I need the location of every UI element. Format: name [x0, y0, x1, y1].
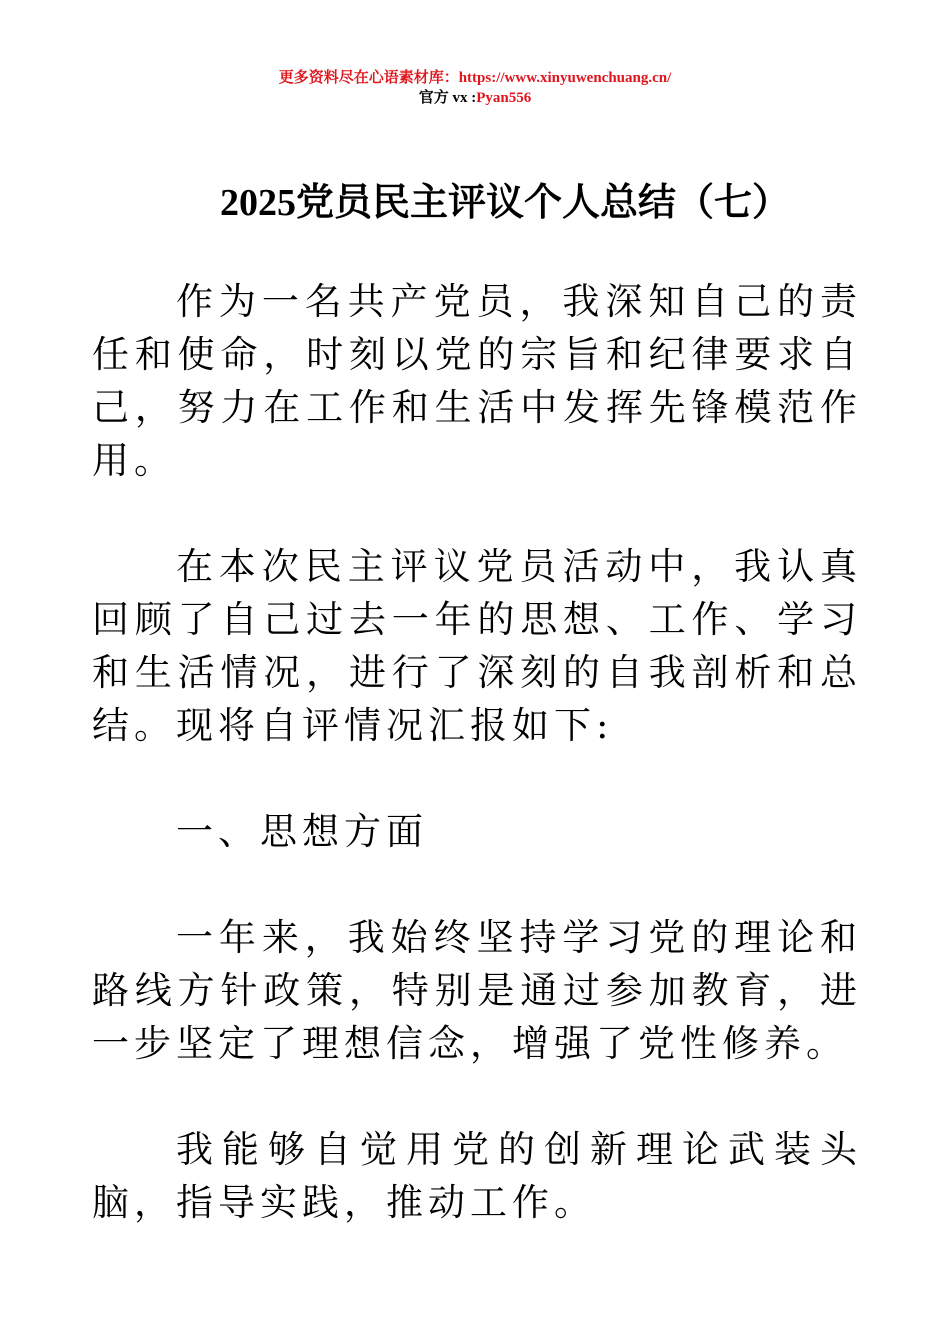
- header-contact-label: 官方 vx :: [418, 90, 477, 106]
- header-promo-text: 更多资料尽在心语素材库：: [278, 70, 459, 86]
- header-contact-line: [0, 88, 950, 108]
- document-title: 2025党员民主评议个人总结（七）: [219, 182, 790, 224]
- paragraph-1: 作为一名共产党员，我深知自己的责任和使命，时刻以党的宗旨和纪律要求自己，努力在工作和生活中发挥先锋模范作用。: [92, 280, 862, 482]
- page-header: [0, 68, 950, 108]
- header-promo-url[interactable]: https://www.xinyuwenchuang.cn/: [458, 70, 672, 86]
- paragraph-spacer: [92, 858, 862, 911]
- paragraph-4: 我能够自觉用党的创新理论武装头脑，指导实践，推动工作。: [92, 1128, 862, 1224]
- document-body: [92, 275, 862, 1229]
- paragraph-2: 在本次民主评议党员活动中，我认真回顾了自己过去一年的思想、工作、学习和生活情况，进行了深刻的自我剖析和总结。现将自评情况汇报如下:: [92, 545, 862, 747]
- header-promo-line: [0, 68, 950, 88]
- header-contact-id: Pyan556: [476, 90, 532, 106]
- paragraph-spacer: [92, 1070, 862, 1123]
- paragraph-spacer: [92, 487, 862, 540]
- paragraph-spacer: [92, 752, 862, 805]
- paragraph-3: 一年来，我始终坚持学习党的理论和路线方针政策，特别是通过参加教育，进一步坚定了理想信念，增强了党性修养。: [92, 916, 862, 1065]
- section-heading-thought: 一、思想方面: [176, 810, 428, 853]
